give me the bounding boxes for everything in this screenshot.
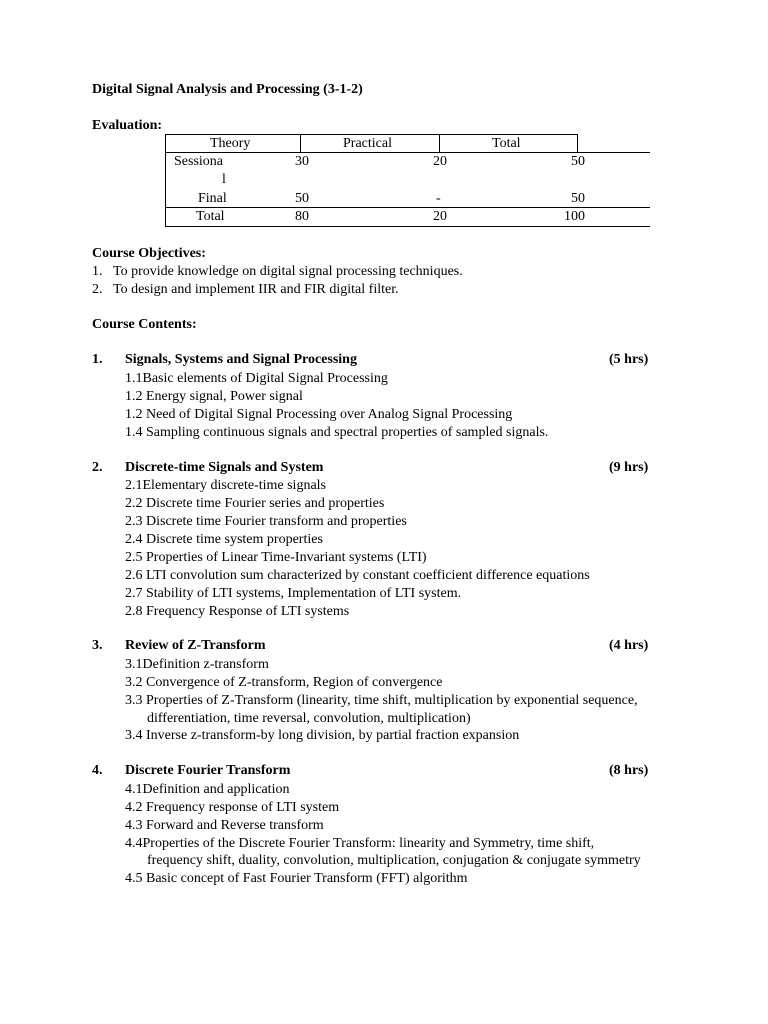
chapter-hours: (4 hrs) <box>609 638 649 653</box>
list-item: 1.4 Sampling continuous signals and spectral properties of sampled signals. <box>125 425 549 440</box>
table-cell: 50 <box>571 154 585 169</box>
evaluation-table <box>165 134 650 227</box>
list-text: To provide knowledge on digital signal processing techniques. <box>113 264 463 279</box>
chapter-title: Review of Z-Transform <box>125 638 266 653</box>
table-row-label: Total <box>196 209 225 224</box>
list-item-continuation: differentiation, time reversal, convolution, multiplication) <box>147 711 471 726</box>
chapter-title: Signals, Systems and Signal Processing <box>125 352 357 367</box>
table-rule <box>300 134 301 153</box>
list-item <box>92 281 399 299</box>
list-item-continuation: frequency shift, duality, convolution, multiplication, conjugation & conjugate symmetry <box>147 853 641 868</box>
table-header-practical: Practical <box>343 136 392 151</box>
table-rule <box>577 134 578 153</box>
list-item: 4.5 Basic concept of Fast Fourier Transform (FFT) algorithm <box>125 871 468 886</box>
table-rule <box>165 226 650 227</box>
chapter-title: Discrete Fourier Transform <box>125 763 291 778</box>
chapter-hours: (8 hrs) <box>609 763 649 778</box>
list-item: 2.8 Frequency Response of LTI systems <box>125 604 350 619</box>
table-cell: 20 <box>433 209 447 224</box>
table-rule <box>439 134 440 153</box>
list-item: 4.4Properties of the Discrete Fourier Transform: linearity and Symmetry, time shift, <box>125 836 595 851</box>
table-cell: 20 <box>433 154 447 169</box>
table-cell: 50 <box>295 191 309 206</box>
list-number: 1. <box>92 264 103 279</box>
table-cell: 100 <box>564 209 585 224</box>
list-item: 2.3 Discrete time Fourier transform and properties <box>125 514 407 529</box>
list-item: 1.2 Need of Digital Signal Processing over Analog Signal Processing <box>125 407 513 422</box>
list-item: 4.2 Frequency response of LTI system <box>125 800 340 815</box>
list-item: 2.2 Discrete time Fourier series and properties <box>125 496 385 511</box>
page-title: Digital Signal Analysis and Processing (3-1-2) <box>92 82 363 97</box>
table-cell: 50 <box>571 191 585 206</box>
list-item: 1.1Basic elements of Digital Signal Processing <box>125 371 388 386</box>
contents-heading: Course Contents: <box>92 317 197 332</box>
chapter-number: 1. <box>92 352 103 367</box>
list-item <box>92 263 463 281</box>
chapter-number: 4. <box>92 763 103 778</box>
list-item: 2.6 LTI convolution sum characterized by constant coefficient difference equations <box>125 568 590 583</box>
list-item: 3.2 Convergence of Z-transform, Region of convergence <box>125 675 443 690</box>
list-number: 2. <box>92 282 103 297</box>
chapter-number: 2. <box>92 460 103 475</box>
table-header-total: Total <box>492 136 521 151</box>
table-cell: - <box>436 191 441 206</box>
chapter-number: 3. <box>92 638 103 653</box>
list-item: 3.1Definition z-transform <box>125 657 269 672</box>
list-item: 2.4 Discrete time system properties <box>125 532 323 547</box>
list-item: 3.3 Properties of Z-Transform (linearity, time shift, multiplication by exponential sequence, <box>125 693 638 708</box>
list-item: 2.1Elementary discrete-time signals <box>125 478 326 493</box>
table-cell: 80 <box>295 209 309 224</box>
chapter-title: Discrete-time Signals and System <box>125 460 324 475</box>
table-header-theory: Theory <box>210 136 251 151</box>
table-row-label: Final <box>198 191 227 206</box>
list-item: 4.1Definition and application <box>125 782 290 797</box>
table-rule <box>165 134 166 227</box>
list-item: 2.5 Properties of Linear Time-Invariant systems (LTI) <box>125 550 427 565</box>
table-row-label: l <box>222 172 226 187</box>
list-item: 3.4 Inverse z-transform-by long division, by partial fraction expansion <box>125 728 520 743</box>
objectives-heading: Course Objectives: <box>92 246 206 261</box>
chapter-hours: (9 hrs) <box>609 460 649 475</box>
list-text: To design and implement IIR and FIR digital filter. <box>113 282 399 297</box>
table-cell: 30 <box>295 154 309 169</box>
evaluation-label: Evaluation: <box>92 118 163 133</box>
chapter-hours: (5 hrs) <box>609 352 649 367</box>
list-item: 4.3 Forward and Reverse transform <box>125 818 324 833</box>
table-row-label: Sessiona <box>174 154 223 169</box>
list-item: 1.2 Energy signal, Power signal <box>125 389 303 404</box>
list-item: 2.7 Stability of LTI systems, Implementation of LTI system. <box>125 586 462 601</box>
